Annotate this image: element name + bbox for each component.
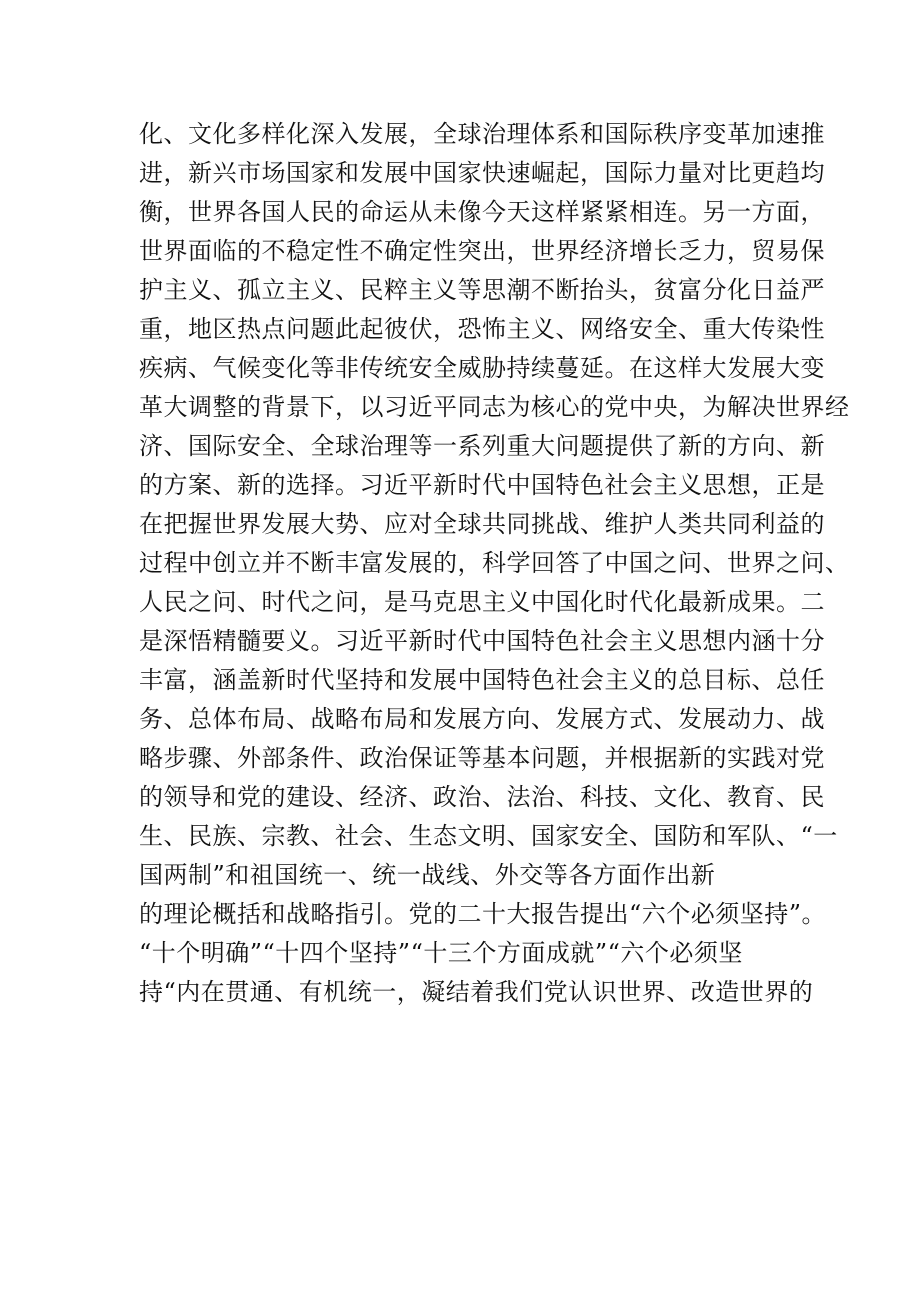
text-line: 过程中创立并不断丰富发展的，科学回答了中国之问、世界之问、: [139, 549, 850, 577]
text-line: 的领导和党的建设、经济、政治、法治、科技、文化、教育、民: [139, 783, 825, 811]
text-line: 的理论概括和战略指引。党的二十大报告提出“六个必须坚持”。: [139, 900, 827, 928]
text-line: 革大调整的背景下，以习近平同志为核心的党中央，为解决世界经: [139, 393, 850, 421]
text-line: 是深悟精髓要义。习近平新时代中国特色社会主义思想内涵十分: [139, 627, 825, 655]
text-line: 丰富，涵盖新时代坚持和发展中国特色社会主义的总目标、总任: [139, 666, 825, 694]
text-line: 的方案、新的选择。习近平新时代中国特色社会主义思想，正是: [139, 471, 825, 499]
text-line: 进，新兴市场国家和发展中国家快速崛起，国际力量对比更趋均: [139, 159, 825, 187]
text-line: 护主义、孤立主义、民粹主义等思潮不断抬头，贫富分化日益严: [139, 276, 825, 304]
body-text: [139, 115, 850, 1012]
text-line: 济、国际安全、全球治理等一系列重大问题提供了新的方向、新: [139, 432, 825, 460]
text-line: 化、文化多样化深入发展，全球治理体系和国际秩序变革加速推: [139, 120, 825, 148]
text-line: 国两制”和祖国统一、统一战线、外交等各方面作出新: [139, 861, 716, 889]
text-line: 持“内在贯通、有机统一，凝结着我们党认识世界、改造世界的: [139, 978, 814, 1006]
text-line: 务、总体布局、战略布局和发展方向、发展方式、发展动力、战: [139, 705, 825, 733]
text-line: 在把握世界发展大势、应对全球共同挑战、维护人类共同利益的: [139, 510, 825, 538]
text-line: 略步骤、外部条件、政治保证等基本问题，并根据新的实践对党: [139, 744, 825, 772]
text-line: “十个明确”“十四个坚持”“十三个方面成就”“六个必须坚: [139, 939, 743, 967]
text-line: 衡，世界各国人民的命运从未像今天这样紧紧相连。另一方面，: [139, 198, 825, 226]
text-line: 人民之问、时代之问，是马克思主义中国化时代化最新成果。二: [139, 588, 825, 616]
text-line: 重，地区热点问题此起彼伏，恐怖主义、网络安全、重大传染性: [139, 315, 825, 343]
text-line: 生、民族、宗教、社会、生态文明、国家安全、国防和军队、“一: [139, 822, 838, 850]
text-line: 世界面临的不稳定性不确定性突出，世界经济增长乏力，贸易保: [139, 237, 825, 265]
text-line: 疾病、气候变化等非传统安全威胁持续蔓延。在这样大发展大变: [139, 354, 825, 382]
